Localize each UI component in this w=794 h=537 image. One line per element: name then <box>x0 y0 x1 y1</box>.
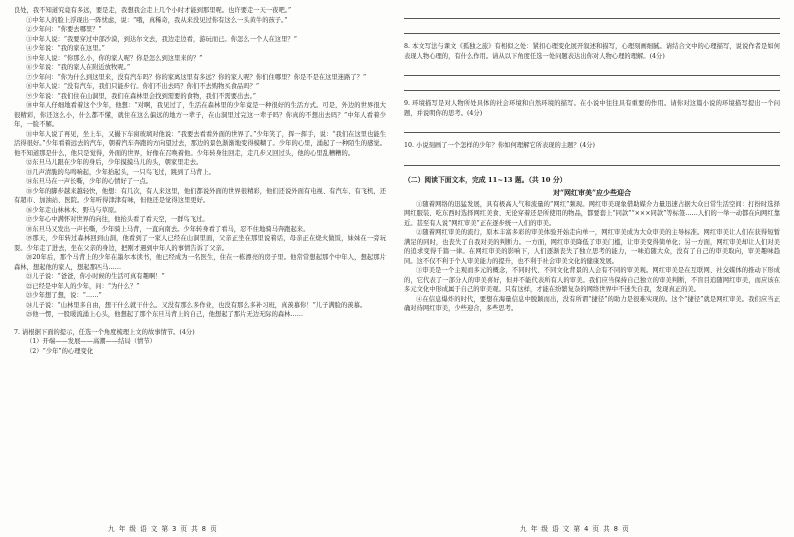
question-10 <box>404 141 780 151</box>
answer-line <box>404 33 780 34</box>
paragraph: ㉔儿子说：“山林里多自由，想干什么就干什么。又没有那么多作业，也没有那么多补习班，真羡慕你！”儿子满脸的羡慕。 <box>26 301 367 309</box>
paragraph: ⑪中年人说了再见，坐上车，又撮下车窗玻璃对他说：“我要去看看外面的世界了。”少年笑了，挥一挥手，说：“我们在这里也能生活得很好。”少年看着远去的汽车，朝着汽车奔跑的方向望过去，那边的景色渐渐地变得模糊了。少年的心里，涌起了一种陌生的感觉。他不知道那是什么，他只是觉得，外面的世界，好像在召唤着他。少年转身往回走，走几步又回过头，他的心里乱糟糟的。 <box>14 130 386 157</box>
paragraph: ⑰少年心中满怀对世界的向往，他抬头看了看天空，一群鸟飞过。 <box>26 216 209 223</box>
article-text <box>404 200 780 314</box>
paragraph: ⑩中年人仔细地看着这个少年，他想：“对啊，我见过了，生活在森林里的少年竟是一种很好的生活方式。可是，外边的世界很大很精彩，你还这么小，什么都不懂，就住在这么偏远的地方一辈子，在山洞里过完这一辈子吗？你真的不想出去吗？”中年人看着少年，一脸不解。 <box>14 102 386 128</box>
paragraph: ⑫东旦马儿跟在少年的身后，少年摸摸马儿的头，朝家里走去。 <box>26 159 203 166</box>
question-8 <box>404 42 780 61</box>
paragraph: ③中年人说：“我要穿过中部沙漠，到达尔文去，我边走边看，游玩而已。你怎么一个人在这里？” <box>26 35 297 43</box>
paragraph: 良处，我不知道究竟有多远，要是走，我想我会走上几个小时才能到那里呢。也许要走一天一夜吧。” <box>14 7 292 14</box>
left-page <box>14 6 386 521</box>
answer-line <box>404 18 780 19</box>
answer-line <box>404 132 780 133</box>
paragraph: ⑳20年后，那个马背上的少年在墨尔本读书，他已经成为一名医生，住在一栋漂亮的房子里。他常常想起那个中年人，想起那片森林，想起他的家人，想起那匹马…… <box>14 254 386 271</box>
paragraph: ⑭东旦马在一声长嘶，少年的心情好了一点。 <box>26 178 152 185</box>
paragraph: ③审美是一个主观而多元的概念，不同时代、不同文化背景的人会有不同的审美观。网红审美是在互联网、社交媒体的推动下形成的，它代表了一部分人的审美喜好，但并不能代表所有人的审美。我们应当保持自己独立的审美判断，不盲目追随网红审美，而应该在多元文化中形成属于自己的审美观。只有这样，才能在纷繁复杂的网络世界中不迷失自我，发现真正的美。 <box>404 267 780 293</box>
paragraph: ⑥少年说：“我的家人在附近放牧呢。” <box>26 64 131 71</box>
answer-line <box>404 165 780 166</box>
paragraph: ⑦少年问：“你为什么到这里来，没有汽车吗？你的家离这里有多远？你的家人呢？你们住哪里？你是不是在这里迷路了？” <box>26 73 367 81</box>
article-title: 对“网红审美”应少些迎合 <box>552 188 632 197</box>
paragraph: ⑧中年人说：“没有汽车，我们只能步行。你们不出去吗？你们不去购物买食品吗？” <box>26 83 260 90</box>
paragraph: ⑨少年说：“我们住在山洞里，我们在森林里会找到需要的食物，我们不需要出去。” <box>26 92 256 100</box>
page-footer: 九 年 级 语 文 第 4 页 共 8 页 <box>520 525 630 533</box>
paragraph: ⑱东旦马又发出一声长嘶，少年骑上马背，一直向南去。少年转身看了看马，忍不住地骑马奔跑起来。 <box>26 225 310 233</box>
story-text <box>14 6 386 320</box>
answer-line <box>404 90 780 91</box>
paragraph: ④在信息爆炸的时代，要想在海量信息中脱颖而出，没有所谓“捷径”的助力是很难实现的。这个“捷径”就是网红审美。我们应当正确对待网红审美，少些迎合，多些思考。 <box>404 295 780 312</box>
question-text: 9. 环境描写是对人物所处具体的社会环境和自然环境的描写。在小说中往往具有重要的作用。请你对这篇小说的环境描写提出一个问题，并说明你的思考。(4分) <box>404 100 780 117</box>
question-7 <box>14 328 386 357</box>
paragraph: ㉓少年想了想，说：“……” <box>26 292 102 299</box>
paragraph: ②随着网红审美的流行，原本丰富多彩的审美体验开始走向单一，网红审美成为大众审美的主导标准。网红审美让人们在获得短暂满足的同时，也丧失了自我对美的判断力。一方面，网红审美降低了审美门槛，让审美变得简单化；另一方面，网红审美却让人们对美的追求变得千篇一律。在网红审美的影响下，人们逐渐丧失了独立思考的能力，一味追随大众，没有了自己的审美取向，审美趣味趋同。这不仅不利于个人审美能力的提升，也不利于社会审美文化的健康发展。 <box>404 229 780 265</box>
paragraph: ⑤中年人说：“你那么小，你的家人呢？你是怎么到这里来的？” <box>26 54 203 62</box>
page-footer: 九 年 级 语 文 第 3 页 共 8 页 <box>108 525 218 533</box>
section-heading: （二）阅读下面文本，完成 11~13 题。（共 10 分） <box>404 175 567 184</box>
paragraph: ⑮少年的脚步越来越轻快，他想：有几次，有人来这里，他们都说外面的世界很精彩，他们还说外面有电视、有汽车、有飞机，还有超市、加油站、医院。少年听得津津有味，但他还是觉得这里更好。 <box>14 187 386 204</box>
question-text: 8. 本文写法与课文《孤独之旅》有相似之处：紧扣心理变化展开叙述和描写，心理刻画细腻。请结合文中的心理描写，说说作者是如何表现人物心理的，有什么作用。请从以下角度任选一处问题表达出你对人物心理的理解。(4分) <box>404 43 780 60</box>
paragraph: ①中年人的脸上浮现出一阵忧虑，说：“哦，真稀奇，我从来没见过你有这么一头黄牛的孩子。” <box>26 16 288 24</box>
paragraph: ⑬几声清脆的鸟鸣响起，少年抬起头，一只鸟飞过，跳到了马背上。 <box>26 168 215 176</box>
paragraph: （2）“少年”的心理变化 <box>26 347 94 355</box>
paragraph: ㉕他一愣，一股暖流涌上心头，他想起了那个东旦马背上的自己，他想起了那片无边无际的森林…… <box>26 311 304 318</box>
paragraph: ②少年问：“你要去哪里？” <box>26 26 102 33</box>
paragraph: 7. 请根据下面的提示，任选一个角度梳理上文的故事情节。(4分) <box>14 328 195 336</box>
question-9 <box>404 99 780 118</box>
right-page <box>404 6 780 521</box>
paragraph: ㉑儿子说：“爸爸，你小时候的生活可真有趣啊！” <box>26 273 165 280</box>
answer-line <box>404 75 780 76</box>
question-text: 10. 小说刻画了一个怎样的少年？你如何理解它所表现的主题？(4分) <box>404 142 595 149</box>
paragraph: ⑲那天，少年转过森林回到山洞，他看到了一家人已经在山洞里面，父亲正坐在那里说着话，母亲正在烧火做饭，妹妹在一旁玩耍。少年走了进去，坐在父亲的身边，把刚才遇到中年人的事情告诉了父亲。 <box>14 235 386 252</box>
paragraph: （1）开端——发展——高潮——结局（情节） <box>26 338 156 345</box>
paragraph: ①随着网络的迅猛发展，具有极高人气和流量的“网红”频现。网红审美现象借助媒介力量迅速占据大众日常生活空间：打扮时选择网红服装、吃东西时选择网红美食、无论穿着还是所使用的物品，都要套上“同款”“×××同款”等标签……人们的一举一动都在向网红靠近。甚至有人说“网红审美”正在逐步统一人们的审美。 <box>404 200 780 227</box>
paragraph: ⑯少年走山林林木、野马与草原。 <box>26 206 121 214</box>
paragraph: ㉒已经是中年人的少年，问：“为什么？” <box>26 282 140 290</box>
paragraph: ④少年说：“我的家在这里。” <box>26 45 105 52</box>
